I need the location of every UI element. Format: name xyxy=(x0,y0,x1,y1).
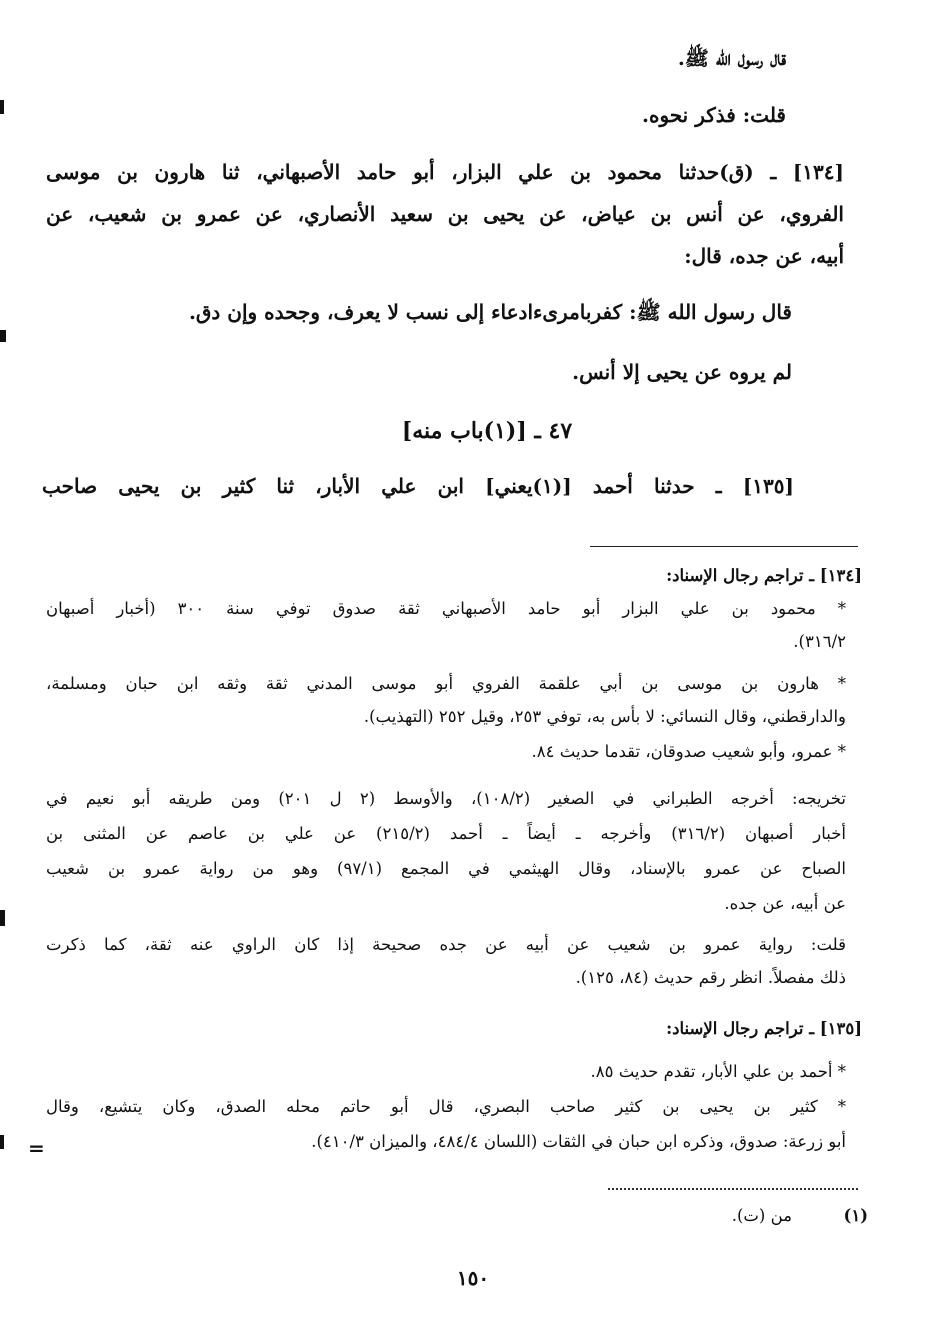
footnote-135-narrator-2-line-1: * كثير بن يحيى بن كثير صاحب البصري، قال أبو حاتم محله الصدق، وكان يتشيع، وقال xyxy=(46,1097,846,1116)
takhrij-line-4: عن أبيه، عن جده. xyxy=(724,894,846,913)
takhrij-line-2: أخبار أصبهان (٣١٦/٢) وأخرجه ـ أيضاً ـ أحمد (٢١٥/٢) عن علي بن عاصم عن المثنى بن xyxy=(46,824,846,843)
margin-note-number: (١) xyxy=(843,1206,868,1225)
footnote-134-narrator-2-line-2: والدارقطني، وقال النسائي: لا بأس به، توفي ٢٥٣، وقيل ٢٥٢ (التهذيب). xyxy=(363,707,846,726)
hadith-134-line-2: الفروي، عن أنس بن عياض، عن يحيى بن سعيد الأنصاري، عن عمرو بن شعيب، عن xyxy=(46,202,844,226)
qult-line-2: ذلك مفصلاً. انظر رقم حديث (٨٤، ١٢٥). xyxy=(575,968,846,987)
footnote-135-narrator-2-line-2: أبو زرعة: صدوق، وذكره ابن حبان في الثقات (اللسان ٤٨٤/٤، والميزان ٤١٠/٣). xyxy=(311,1132,846,1151)
marginal-notes-separator xyxy=(608,1188,858,1190)
hadith-134-line-3: أبيه، عن جده، قال: xyxy=(684,244,844,268)
takhrij-line-1: تخريجه: أخرجه الطبراني في الصغير (١٠٨/٢)، والأوسط (٢ ل ٢٠١) ومن طريقه أبو نعيم في xyxy=(46,789,846,808)
footnote-134-narrator-2-line-1: * هارون بن موسى بن أبي علقمة الفروي أبو موسى المدني ثقة وثقه ابن حبان ومسلمة، xyxy=(46,674,846,693)
hadith-134-line-5: لم يروه عن يحيى إلا أنس. xyxy=(572,360,792,384)
qult-line-1: قلت: رواية عمرو بن شعيب عن أبيه عن جده صحيحة إذا كان الراوي عنه ثقة، كما ذكرت xyxy=(46,935,846,954)
main-line-1: قال رسول الله ﷺ. xyxy=(677,46,786,70)
hadith-135-line-1: [١٣٥] ـ حدثنا أحمد [(١)يعني] ابن علي الأبار، ثنا كثير بن يحيى صاحب xyxy=(42,474,794,498)
continuation-mark: = xyxy=(28,1136,45,1160)
footnote-135-narrator-1: * أحمد بن علي الأبار، تقدم حديث ٨٥. xyxy=(590,1062,846,1081)
footnote-134-narrator-1-line-1: * محمود بن علي البزار أبو حامد الأصبهاني ثقة صدوق توفي سنة ٣٠٠ (أخبار أصبهان xyxy=(46,599,846,618)
takhrij-line-3: الصباح عن عمرو بالإسناد، وقال الهيثمي في المجمع (٩٧/١) وهو من رواية عمرو بن شعيب xyxy=(46,859,846,878)
footnote-134-heading: [١٣٤] ـ تراجم رجال الإسناد: xyxy=(666,566,862,585)
scan-edge-mark xyxy=(0,100,4,114)
footnote-134-narrator-1-line-2: ٣١٦/٢). xyxy=(793,632,846,651)
footnote-separator xyxy=(590,546,858,547)
scan-edge-mark xyxy=(0,910,5,926)
scan-edge-mark xyxy=(0,330,6,342)
page-number: ١٥٠ xyxy=(456,1266,490,1290)
hadith-134-line-1: [١٣٤] ـ (ق)حدثنا محمود بن علي البزار، أبو حامد الأصبهاني، ثنا هارون بن موسى xyxy=(46,160,844,184)
main-line-2: قلت: فذكر نحوه. xyxy=(642,103,786,127)
footnote-135-heading: [١٣٥] ـ تراجم رجال الإسناد: xyxy=(666,1019,862,1038)
hadith-134-line-4: قال رسول الله ﷺ: كفربامرىءادعاء إلى نسب لا يعرف، وجحده وإن دق. xyxy=(188,300,792,324)
margin-note-text: من (ت). xyxy=(731,1206,792,1225)
scan-edge-mark xyxy=(0,1135,4,1149)
footnote-134-narrator-3: * عمرو، وأبو شعيب صدوقان، تقدما حديث ٨٤. xyxy=(531,742,846,761)
chapter-heading: ٤٧ ـ [(١)باب منه] xyxy=(401,418,573,444)
